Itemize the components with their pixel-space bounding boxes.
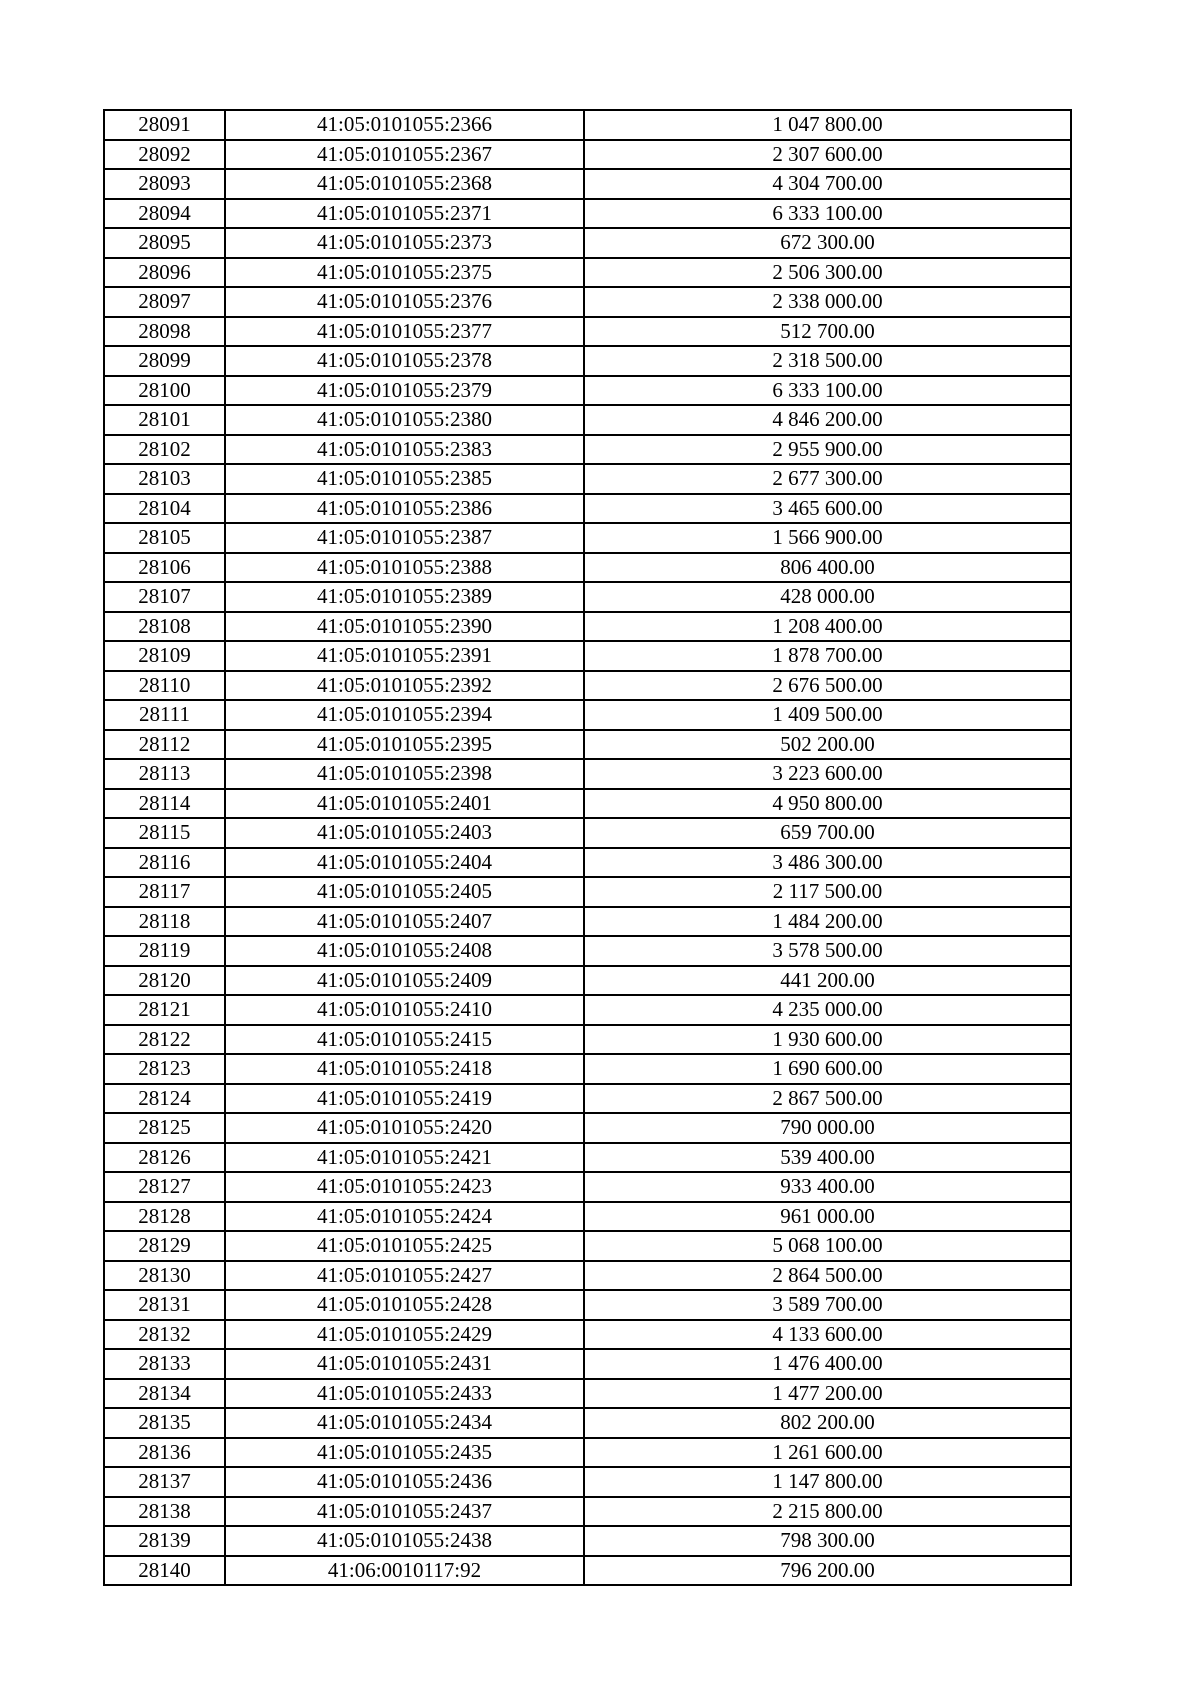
cadastral-number-cell: 41:05:0101055:2423	[225, 1172, 584, 1202]
row-number-cell: 28138	[104, 1497, 225, 1527]
row-number-cell: 28093	[104, 169, 225, 199]
cadastral-number-cell: 41:05:0101055:2409	[225, 966, 584, 996]
row-number-cell: 28107	[104, 582, 225, 612]
cadastral-number-cell: 41:05:0101055:2434	[225, 1408, 584, 1438]
cadastral-number-cell: 41:05:0101055:2389	[225, 582, 584, 612]
cadastral-value-cell: 659 700.00	[584, 818, 1071, 848]
cadastral-number-cell: 41:05:0101055:2391	[225, 641, 584, 671]
cadastral-number-cell: 41:05:0101055:2368	[225, 169, 584, 199]
table-row	[104, 1261, 1071, 1291]
cadastral-number-cell: 41:05:0101055:2421	[225, 1143, 584, 1173]
row-number-cell: 28105	[104, 523, 225, 553]
cadastral-value-cell: 1 261 600.00	[584, 1438, 1071, 1468]
cadastral-number-cell: 41:05:0101055:2385	[225, 464, 584, 494]
cadastral-value-cell: 1 208 400.00	[584, 612, 1071, 642]
cadastral-number-cell: 41:05:0101055:2367	[225, 140, 584, 170]
cadastral-number-cell: 41:05:0101055:2407	[225, 907, 584, 937]
table-row	[104, 258, 1071, 288]
cadastral-value-cell: 1 484 200.00	[584, 907, 1071, 937]
cadastral-number-cell: 41:05:0101055:2371	[225, 199, 584, 229]
cadastral-value-cell: 6 333 100.00	[584, 376, 1071, 406]
table-row	[104, 1054, 1071, 1084]
cadastral-value-cell: 2 867 500.00	[584, 1084, 1071, 1114]
row-number-cell: 28124	[104, 1084, 225, 1114]
cadastral-number-cell: 41:05:0101055:2425	[225, 1231, 584, 1261]
cadastral-number-cell: 41:05:0101055:2380	[225, 405, 584, 435]
row-number-cell: 28122	[104, 1025, 225, 1055]
row-number-cell: 28094	[104, 199, 225, 229]
cadastral-value-cell: 672 300.00	[584, 228, 1071, 258]
row-number-cell: 28097	[104, 287, 225, 317]
cadastral-value-cell: 790 000.00	[584, 1113, 1071, 1143]
table-row	[104, 818, 1071, 848]
table-row	[104, 1526, 1071, 1556]
row-number-cell: 28115	[104, 818, 225, 848]
cadastral-value-cell: 933 400.00	[584, 1172, 1071, 1202]
cadastral-number-cell: 41:05:0101055:2429	[225, 1320, 584, 1350]
row-number-cell: 28121	[104, 995, 225, 1025]
table-row	[104, 140, 1071, 170]
row-number-cell: 28140	[104, 1556, 225, 1586]
cadastral-value-cell: 428 000.00	[584, 582, 1071, 612]
row-number-cell: 28103	[104, 464, 225, 494]
row-number-cell: 28130	[104, 1261, 225, 1291]
cadastral-value-cell: 1 930 600.00	[584, 1025, 1071, 1055]
row-number-cell: 28106	[104, 553, 225, 583]
table-row	[104, 730, 1071, 760]
table-row	[104, 435, 1071, 465]
cadastral-value-cell: 539 400.00	[584, 1143, 1071, 1173]
table-row	[104, 169, 1071, 199]
cadastral-number-cell: 41:05:0101055:2405	[225, 877, 584, 907]
cadastral-value-cell: 806 400.00	[584, 553, 1071, 583]
table-row	[104, 523, 1071, 553]
cadastral-number-cell: 41:05:0101055:2377	[225, 317, 584, 347]
cadastral-number-cell: 41:05:0101055:2387	[225, 523, 584, 553]
row-number-cell: 28118	[104, 907, 225, 937]
row-number-cell: 28117	[104, 877, 225, 907]
table-row	[104, 877, 1071, 907]
table-row	[104, 1084, 1071, 1114]
cadastral-value-cell: 2 864 500.00	[584, 1261, 1071, 1291]
row-number-cell: 28123	[104, 1054, 225, 1084]
cadastral-value-cell: 961 000.00	[584, 1202, 1071, 1232]
cadastral-number-cell: 41:05:0101055:2404	[225, 848, 584, 878]
row-number-cell: 28120	[104, 966, 225, 996]
cadastral-value-cell: 3 486 300.00	[584, 848, 1071, 878]
cadastral-number-cell: 41:05:0101055:2435	[225, 1438, 584, 1468]
cadastral-value-cell: 2 215 800.00	[584, 1497, 1071, 1527]
cadastral-number-cell: 41:05:0101055:2401	[225, 789, 584, 819]
cadastral-number-cell: 41:05:0101055:2403	[225, 818, 584, 848]
cadastral-value-cell: 2 677 300.00	[584, 464, 1071, 494]
cadastral-number-cell: 41:05:0101055:2427	[225, 1261, 584, 1291]
cadastral-value-cell: 798 300.00	[584, 1526, 1071, 1556]
table-row	[104, 199, 1071, 229]
cadastral-value-cell: 2 955 900.00	[584, 435, 1071, 465]
cadastral-value-cell: 2 307 600.00	[584, 140, 1071, 170]
row-number-cell: 28102	[104, 435, 225, 465]
row-number-cell: 28113	[104, 759, 225, 789]
cadastral-value-cell: 3 578 500.00	[584, 936, 1071, 966]
cadastral-value-cell: 2 318 500.00	[584, 346, 1071, 376]
cadastral-value-cell: 2 117 500.00	[584, 877, 1071, 907]
cadastral-number-cell: 41:05:0101055:2378	[225, 346, 584, 376]
row-number-cell: 28091	[104, 110, 225, 140]
row-number-cell: 28119	[104, 936, 225, 966]
cadastral-value-cell: 1 566 900.00	[584, 523, 1071, 553]
cadastral-value-table	[103, 109, 1072, 1586]
table-row	[104, 641, 1071, 671]
cadastral-value-cell: 6 333 100.00	[584, 199, 1071, 229]
row-number-cell: 28128	[104, 1202, 225, 1232]
cadastral-value-cell: 441 200.00	[584, 966, 1071, 996]
cadastral-value-cell: 1 476 400.00	[584, 1349, 1071, 1379]
cadastral-value-cell: 3 465 600.00	[584, 494, 1071, 524]
table-row	[104, 995, 1071, 1025]
table-row	[104, 1025, 1071, 1055]
table-row	[104, 1290, 1071, 1320]
cadastral-number-cell: 41:05:0101055:2366	[225, 110, 584, 140]
row-number-cell: 28108	[104, 612, 225, 642]
cadastral-value-cell: 1 409 500.00	[584, 700, 1071, 730]
row-number-cell: 28095	[104, 228, 225, 258]
cadastral-value-cell: 4 304 700.00	[584, 169, 1071, 199]
table-row	[104, 907, 1071, 937]
row-number-cell: 28112	[104, 730, 225, 760]
cadastral-number-cell: 41:05:0101055:2395	[225, 730, 584, 760]
cadastral-value-cell: 1 690 600.00	[584, 1054, 1071, 1084]
table-row	[104, 789, 1071, 819]
cadastral-number-cell: 41:05:0101055:2420	[225, 1113, 584, 1143]
table-row	[104, 1231, 1071, 1261]
cadastral-value-cell: 3 223 600.00	[584, 759, 1071, 789]
table-row	[104, 700, 1071, 730]
table-row	[104, 1113, 1071, 1143]
row-number-cell: 28098	[104, 317, 225, 347]
cadastral-number-cell: 41:05:0101055:2419	[225, 1084, 584, 1114]
table-row	[104, 405, 1071, 435]
table-row	[104, 494, 1071, 524]
table-row	[104, 228, 1071, 258]
cadastral-value-cell: 1 878 700.00	[584, 641, 1071, 671]
cadastral-number-cell: 41:05:0101055:2424	[225, 1202, 584, 1232]
cadastral-number-cell: 41:05:0101055:2379	[225, 376, 584, 406]
table-row	[104, 936, 1071, 966]
table-row	[104, 376, 1071, 406]
table-row	[104, 1143, 1071, 1173]
cadastral-value-cell: 1 147 800.00	[584, 1467, 1071, 1497]
row-number-cell: 28100	[104, 376, 225, 406]
row-number-cell: 28135	[104, 1408, 225, 1438]
table-row	[104, 1172, 1071, 1202]
cadastral-number-cell: 41:06:0010117:92	[225, 1556, 584, 1586]
cadastral-number-cell: 41:05:0101055:2386	[225, 494, 584, 524]
table-row	[104, 582, 1071, 612]
row-number-cell: 28114	[104, 789, 225, 819]
table-row	[104, 966, 1071, 996]
table-row	[104, 759, 1071, 789]
row-number-cell: 28092	[104, 140, 225, 170]
cadastral-value-cell: 1 047 800.00	[584, 110, 1071, 140]
table-row	[104, 612, 1071, 642]
row-number-cell: 28096	[104, 258, 225, 288]
table-row	[104, 346, 1071, 376]
cadastral-number-cell: 41:05:0101055:2415	[225, 1025, 584, 1055]
cadastral-number-cell: 41:05:0101055:2388	[225, 553, 584, 583]
cadastral-value-cell: 512 700.00	[584, 317, 1071, 347]
cadastral-number-cell: 41:05:0101055:2418	[225, 1054, 584, 1084]
row-number-cell: 28109	[104, 641, 225, 671]
cadastral-number-cell: 41:05:0101055:2376	[225, 287, 584, 317]
cadastral-value-cell: 2 506 300.00	[584, 258, 1071, 288]
cadastral-number-cell: 41:05:0101055:2383	[225, 435, 584, 465]
cadastral-value-cell: 502 200.00	[584, 730, 1071, 760]
table-row	[104, 1202, 1071, 1232]
cadastral-number-cell: 41:05:0101055:2390	[225, 612, 584, 642]
row-number-cell: 28132	[104, 1320, 225, 1350]
cadastral-number-cell: 41:05:0101055:2373	[225, 228, 584, 258]
cadastral-value-cell: 802 200.00	[584, 1408, 1071, 1438]
row-number-cell: 28101	[104, 405, 225, 435]
table-row	[104, 110, 1071, 140]
cadastral-value-cell: 4 235 000.00	[584, 995, 1071, 1025]
cadastral-value-cell: 4 950 800.00	[584, 789, 1071, 819]
table-row	[104, 1438, 1071, 1468]
cadastral-number-cell: 41:05:0101055:2375	[225, 258, 584, 288]
table-row	[104, 1556, 1071, 1586]
row-number-cell: 28110	[104, 671, 225, 701]
row-number-cell: 28099	[104, 346, 225, 376]
cadastral-value-cell: 796 200.00	[584, 1556, 1071, 1586]
cadastral-number-cell: 41:05:0101055:2436	[225, 1467, 584, 1497]
cadastral-value-cell: 2 338 000.00	[584, 287, 1071, 317]
cadastral-number-cell: 41:05:0101055:2398	[225, 759, 584, 789]
row-number-cell: 28129	[104, 1231, 225, 1261]
cadastral-number-cell: 41:05:0101055:2438	[225, 1526, 584, 1556]
table-row	[104, 848, 1071, 878]
table-row	[104, 1320, 1071, 1350]
row-number-cell: 28133	[104, 1349, 225, 1379]
table-row	[104, 1467, 1071, 1497]
cadastral-number-cell: 41:05:0101055:2428	[225, 1290, 584, 1320]
cadastral-number-cell: 41:05:0101055:2433	[225, 1379, 584, 1409]
table-row	[104, 287, 1071, 317]
row-number-cell: 28116	[104, 848, 225, 878]
row-number-cell: 28127	[104, 1172, 225, 1202]
row-number-cell: 28134	[104, 1379, 225, 1409]
cadastral-number-cell: 41:05:0101055:2394	[225, 700, 584, 730]
row-number-cell: 28131	[104, 1290, 225, 1320]
table-row	[104, 1408, 1071, 1438]
row-number-cell: 28136	[104, 1438, 225, 1468]
cadastral-value-cell: 5 068 100.00	[584, 1231, 1071, 1261]
row-number-cell: 28139	[104, 1526, 225, 1556]
table-row	[104, 671, 1071, 701]
cadastral-number-cell: 41:05:0101055:2408	[225, 936, 584, 966]
row-number-cell: 28125	[104, 1113, 225, 1143]
table-row	[104, 1349, 1071, 1379]
table-row	[104, 317, 1071, 347]
table-row	[104, 1379, 1071, 1409]
cadastral-value-cell: 1 477 200.00	[584, 1379, 1071, 1409]
table-body	[104, 110, 1071, 1585]
table-row	[104, 1497, 1071, 1527]
table-row	[104, 464, 1071, 494]
row-number-cell: 28111	[104, 700, 225, 730]
cadastral-value-cell: 3 589 700.00	[584, 1290, 1071, 1320]
cadastral-value-cell: 4 133 600.00	[584, 1320, 1071, 1350]
row-number-cell: 28137	[104, 1467, 225, 1497]
cadastral-number-cell: 41:05:0101055:2431	[225, 1349, 584, 1379]
cadastral-value-cell: 2 676 500.00	[584, 671, 1071, 701]
table-row	[104, 553, 1071, 583]
cadastral-value-cell: 4 846 200.00	[584, 405, 1071, 435]
cadastral-number-cell: 41:05:0101055:2410	[225, 995, 584, 1025]
row-number-cell: 28104	[104, 494, 225, 524]
row-number-cell: 28126	[104, 1143, 225, 1173]
cadastral-number-cell: 41:05:0101055:2392	[225, 671, 584, 701]
cadastral-number-cell: 41:05:0101055:2437	[225, 1497, 584, 1527]
